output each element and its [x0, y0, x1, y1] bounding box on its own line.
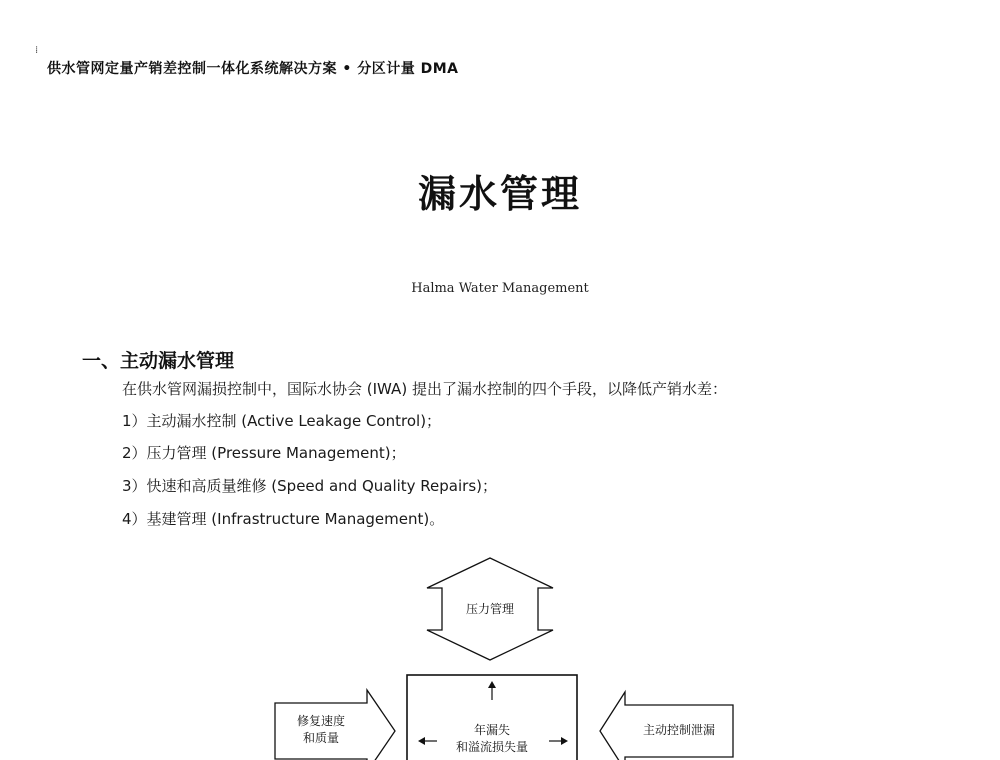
right-label: 主动控制泄漏: [642, 723, 715, 737]
top-label: 压力管理: [465, 602, 514, 616]
header-text: 供水管网定量产销差控制一体化系统解决方案 • 分区计量 DMA: [47, 61, 459, 77]
center-label-line1: 年漏失: [473, 723, 510, 737]
section-intro: 在供水管网漏损控制中，国际水协会 (IWA) 提出了漏水控制的四个手段，以降低产销水差：: [122, 380, 727, 398]
margin-mark: ⁞: [35, 45, 39, 56]
list-item: 4）基建管理 (Infrastructure Management)。: [122, 510, 445, 528]
page-title: 漏水管理: [417, 172, 582, 216]
page-subtitle: Halma Water Management: [411, 281, 589, 296]
list-item: 1）主动漏水控制 (Active Leakage Control)；: [122, 412, 442, 430]
section-heading: 一、主动漏水管理: [82, 350, 235, 372]
left-label-line2: 和质量: [302, 731, 339, 745]
center-label-line2: 和溢流损失量: [455, 740, 528, 754]
list-item: 2）压力管理 (Pressure Management)；: [122, 444, 406, 462]
list-item: 3）快速和高质量维修 (Speed and Quality Repairs)；: [122, 477, 498, 495]
left-label-line1: 修复速度: [296, 714, 345, 728]
